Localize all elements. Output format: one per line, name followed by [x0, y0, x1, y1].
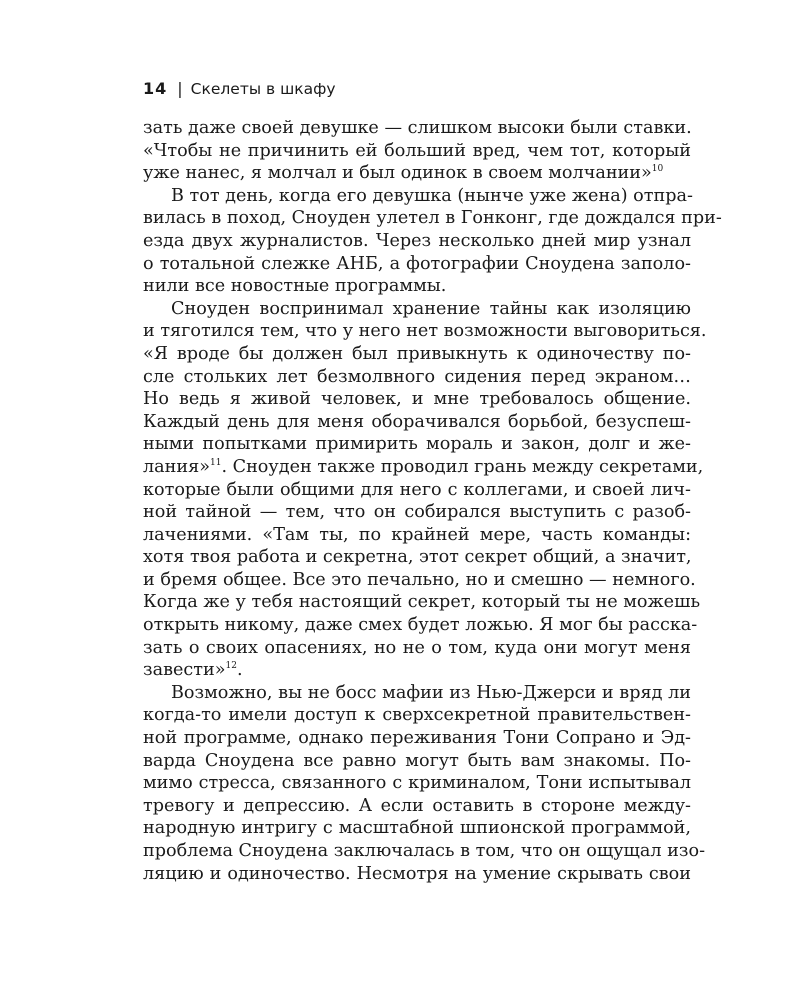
text-line: [143, 501, 691, 524]
text-line: [143, 433, 691, 456]
line-text: вилась в поход, Сноуден улетел в Гонконг, где дождался при-: [143, 208, 722, 229]
line-text: «Чтобы не причинить ей больший вред, чем тот, который: [143, 140, 691, 161]
line-text-continued: . Сноуден также проводил грань между секретами,: [221, 456, 704, 477]
header-separator: |: [177, 79, 183, 98]
line-text: Каждый день для меня оборачивался борьбой, безуспеш-: [143, 411, 691, 432]
text-line: [143, 591, 701, 614]
running-title: Скелеты в шкафу: [190, 80, 336, 98]
text-line: [143, 140, 691, 163]
line-text: ной тайной — тем, что он собирался выступить с разоб-: [143, 502, 691, 523]
line-text: хотя твоя работа и секретна, этот секрет общий, а значит,: [143, 547, 692, 568]
text-line: [143, 637, 691, 660]
text-line: [143, 479, 691, 502]
line-text-continued: .: [236, 660, 243, 681]
text-line: [143, 388, 691, 411]
page-number: 14: [143, 79, 168, 98]
line-text: нили все новостные программы.: [143, 276, 447, 297]
line-text: проблема Сноудена заключалась в том, что он ощущал изо-: [143, 841, 706, 861]
text-line: [143, 795, 691, 818]
line-text: сле стольких лет безмолвного сидения перед экраном…: [143, 366, 691, 387]
text-line: [143, 275, 691, 298]
text-line: [143, 569, 696, 592]
text-line: [143, 298, 691, 321]
text-line: [143, 614, 698, 637]
line-text: В тот день, когда его девушка (нынче уже жена) отпра-: [171, 185, 693, 206]
text-line: [143, 682, 691, 705]
line-text: народную интригу с масштабной шпионской программой,: [143, 818, 691, 839]
text-line: [143, 230, 691, 253]
running-header: [143, 78, 336, 100]
line-text: тревогу и депрессию. А если оставить в стороне между-: [143, 795, 691, 816]
line-text: и тяготился тем, что у него нет возможности выговориться.: [143, 321, 707, 342]
line-text: «Я вроде бы должен был привыкнуть к одиночеству по-: [143, 343, 691, 364]
line-text: ными попытками примирить мораль и закон, долг и же-: [143, 434, 691, 455]
line-text: о тотальной слежке АНБ, а фотографии Сноудена заполо-: [143, 253, 691, 274]
footnote-marker[interactable]: 12: [225, 661, 237, 672]
text-line: [143, 456, 704, 479]
line-text: езда двух журналистов. Через несколько дней мир узнал: [143, 230, 691, 251]
line-text: Когда же у тебя настоящий секрет, который ты не можешь: [143, 592, 701, 613]
text-line: [143, 704, 691, 727]
line-text: Сноуден воспринимал хранение тайны как изоляцию: [171, 298, 691, 319]
line-text: и бремя общее. Все это печально, но и смешно — немного.: [143, 569, 696, 590]
text-line: [143, 863, 691, 886]
text-line: [143, 546, 691, 569]
line-text: лания»: [143, 456, 210, 477]
text-line: [143, 343, 691, 366]
text-line: [143, 185, 691, 208]
line-text: когда-то имели доступ к сверхсекретной правительствен-: [143, 705, 691, 726]
line-text: Но ведь я живой человек, и мне требовалось общение.: [143, 389, 691, 410]
line-text: завести»: [143, 660, 226, 681]
line-text: ляцию и одиночество. Несмотря на умение скрывать свои: [143, 863, 691, 884]
footnote-marker[interactable]: 10: [651, 164, 664, 175]
text-line: [143, 253, 691, 276]
text-line: [143, 524, 691, 547]
text-line: [143, 750, 691, 773]
text-line: [143, 840, 706, 863]
footnote-marker[interactable]: 11: [209, 457, 222, 468]
text-line: [143, 162, 691, 185]
line-text: уже нанес, я молчал и был одинок в своем молчании»: [143, 163, 652, 184]
line-text: ной программе, однако переживания Тони Сопрано и Эд-: [143, 728, 691, 749]
line-text: которые были общими для него с коллегами, и своей лич-: [143, 479, 691, 500]
text-line: [143, 772, 691, 795]
line-text: варда Сноудена все равно могут быть вам знакомы. По-: [143, 750, 691, 771]
text-line: [143, 817, 691, 840]
text-line: [143, 727, 691, 750]
text-line: [143, 320, 707, 343]
text-line: [143, 411, 691, 434]
text-line: [143, 207, 722, 230]
line-text: лачениями. «Там ты, по крайней мере, часть команды:: [143, 524, 691, 545]
body-text: [143, 117, 722, 885]
text-line: [143, 659, 691, 682]
text-line: [143, 366, 691, 389]
line-text: открыть никому, даже смех будет ложью. Я мог бы расска-: [143, 615, 698, 636]
line-text: зать о своих опасениях, но не о том, куда они могут меня: [143, 637, 691, 658]
line-text: зать даже своей девушке — слишком высоки были ставки.: [143, 118, 692, 138]
line-text: мимо стресса, связанного с криминалом, Тони испытывал: [143, 773, 691, 794]
line-text: Возможно, вы не босс мафии из Нью-Джерси и вряд ли: [171, 682, 691, 703]
text-line: [143, 117, 691, 140]
